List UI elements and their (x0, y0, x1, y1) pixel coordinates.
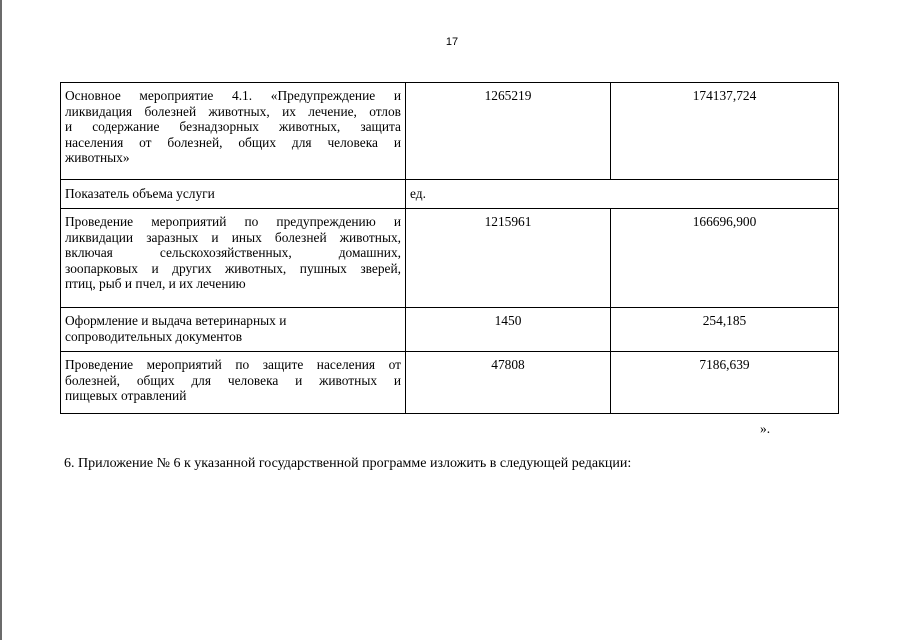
description-line: Проведение мероприятий по предупреждению и (65, 214, 401, 229)
unit-cell: ед. (406, 180, 839, 209)
data-table (60, 82, 839, 414)
quantity-cell: 47808 (406, 352, 611, 414)
closing-quote: ». (760, 421, 771, 436)
description-line: ликвидации заразных и иных болезней животных, (65, 229, 401, 245)
description-line: животных» (65, 150, 130, 166)
description-line: Проведение мероприятий по защите населения от (65, 357, 401, 372)
description-line: включая сельскохозяйственных, домашних, (65, 245, 401, 261)
amount-cell: 254,185 (611, 308, 839, 352)
description-line: птиц, рыб и пчел, и их лечению (65, 276, 246, 292)
paragraph-text: 6. Приложение № 6 к указанной государственной программе изложить в следующей редакции: (64, 456, 632, 471)
quantity-cell: 1215961 (406, 209, 611, 308)
quantity-cell: 1450 (406, 308, 611, 352)
quantity-cell: 1265219 (406, 83, 611, 180)
amount-cell: 174137,724 (611, 83, 839, 180)
table-row (61, 352, 839, 414)
description-line: Показатель объема услуги (65, 186, 215, 201)
table-row (61, 209, 839, 308)
amount-cell: 7186,639 (611, 352, 839, 414)
table-row (61, 180, 839, 209)
row-description (61, 352, 406, 414)
page-left-edge (0, 0, 2, 640)
row-description (61, 209, 406, 308)
description-line: зоопарковых и других животных, пушных зверей, (65, 260, 401, 276)
row-description (61, 308, 406, 352)
description-line: пищевых отравлений (65, 388, 187, 404)
table-row (61, 83, 839, 180)
description-line: ликвидация болезней животных, их лечение, отлов (65, 103, 401, 119)
description-line: Основное мероприятие 4.1. «Предупреждение и (65, 88, 401, 103)
description-line: населения от болезней, общих для человека и (65, 134, 401, 150)
table-row (61, 308, 839, 352)
description-line: сопроводительных документов (65, 328, 243, 344)
amount-cell: 166696,900 (611, 209, 839, 308)
row-description (61, 83, 406, 180)
description-line: болезней, общих для человека и животных и (65, 372, 401, 388)
description-line: Оформление и выдача ветеринарных и (65, 313, 287, 328)
row-description (61, 180, 406, 209)
page-number: 17 (445, 36, 459, 48)
description-line: и содержание безнадзорных животных, защита (65, 119, 401, 135)
